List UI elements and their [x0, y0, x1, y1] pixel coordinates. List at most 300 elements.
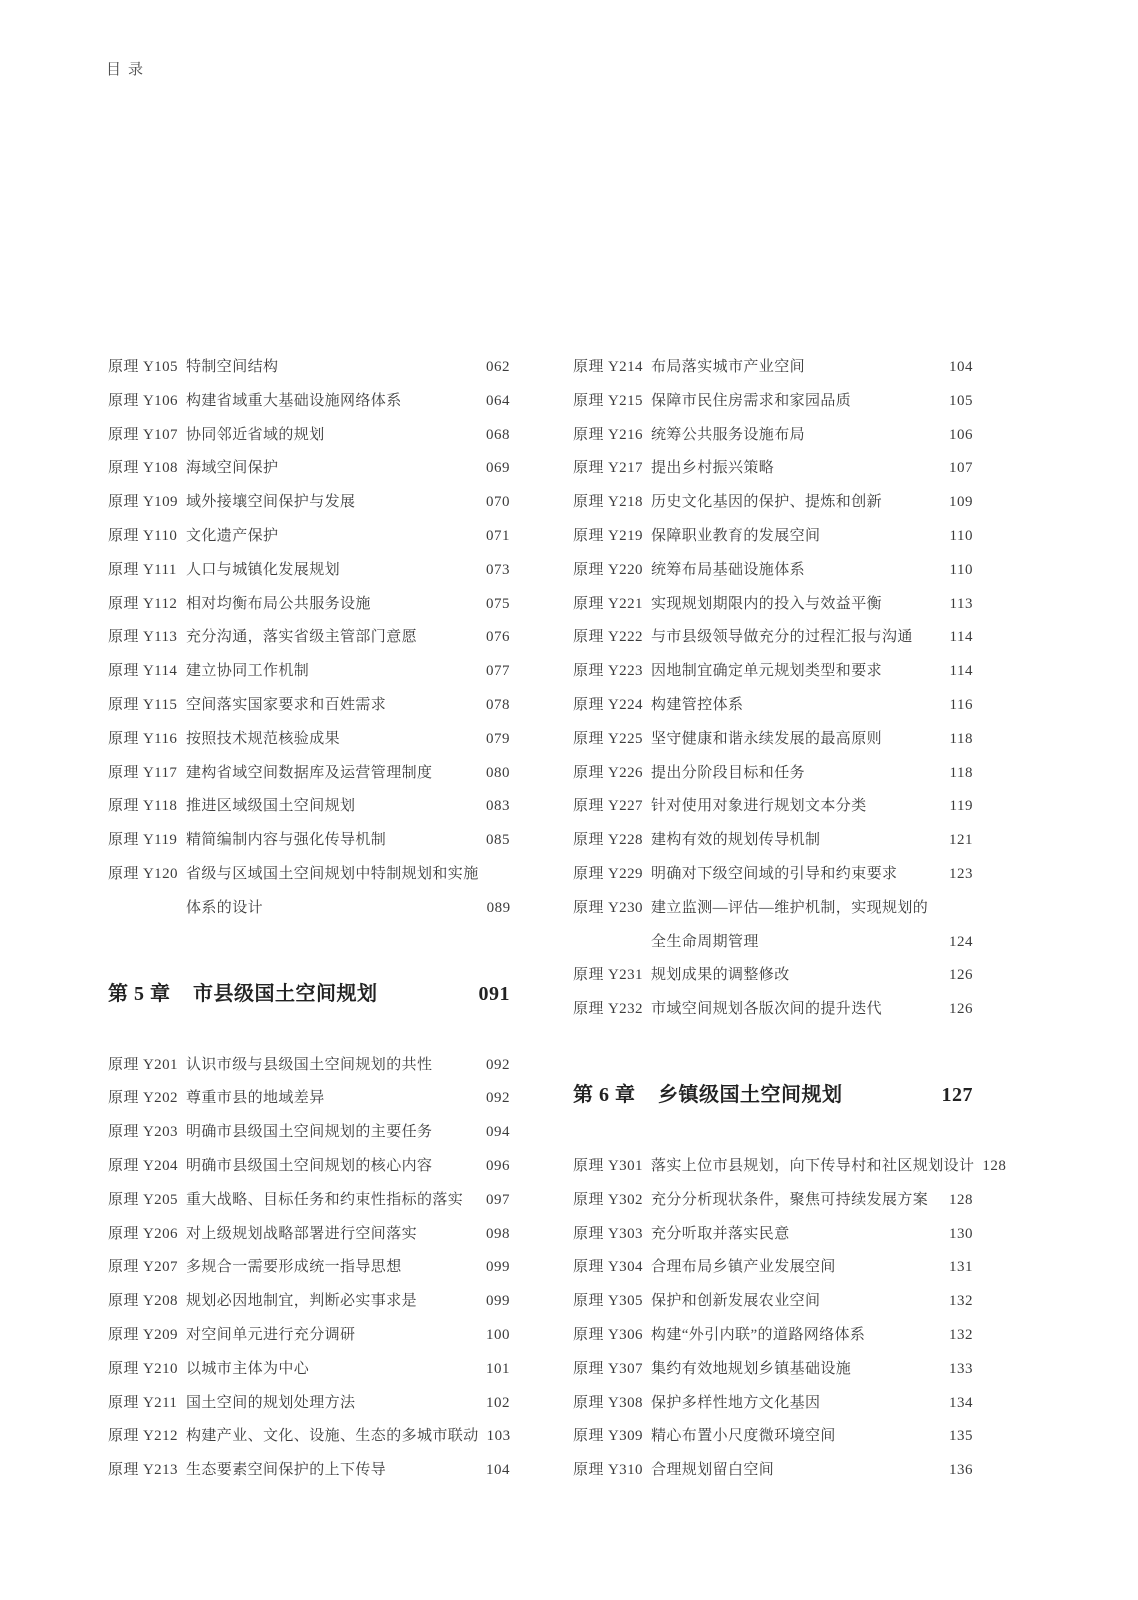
entry-page-number: 076	[486, 629, 510, 646]
entry-page-number: 118	[949, 764, 973, 781]
entry-line	[573, 554, 942, 588]
entry-label: 原理 Y203	[108, 1124, 178, 1141]
toc-entry-row	[108, 1082, 510, 1116]
entry-label: 原理 Y106	[108, 392, 178, 409]
entry-page-number: 103	[486, 1428, 511, 1445]
toc-entry-row	[573, 757, 973, 791]
entry-text	[108, 1116, 478, 1150]
entry-title: 重大战略、目标任务和约束性指标的落实	[186, 1191, 464, 1208]
chapter-page-number: 127	[941, 1083, 973, 1106]
entry-title: 特制空间结构	[186, 359, 279, 375]
entry-line	[573, 757, 942, 791]
entry-text	[573, 757, 942, 791]
entry-text	[108, 655, 478, 689]
entry-label: 原理 Y232	[573, 1001, 643, 1018]
entry-label: 原理 Y228	[573, 832, 643, 849]
entry-page-number: 106	[949, 426, 973, 443]
entry-line	[573, 655, 942, 689]
entry-page-number: 080	[486, 764, 510, 781]
entry-text	[108, 1184, 478, 1218]
entry-page-number: 083	[486, 798, 510, 815]
toc-entry-row	[108, 554, 510, 588]
entry-page-number: 078	[486, 696, 510, 713]
entry-title: 按照技术规范核验成果	[186, 730, 341, 747]
entry-label: 原理 Y307	[573, 1360, 643, 1377]
toc-column-right	[573, 351, 1007, 1488]
entry-label: 原理 Y222	[573, 629, 643, 646]
entry-line	[108, 1184, 478, 1218]
entry-text	[573, 621, 942, 655]
entry-page-number: 118	[949, 730, 973, 747]
entry-page-number: 071	[486, 527, 510, 544]
entry-line	[573, 1285, 941, 1319]
entry-label: 原理 Y309	[573, 1428, 643, 1445]
entry-page-number: 075	[486, 595, 510, 612]
toc-entry-row	[108, 824, 510, 858]
entry-label: 原理 Y308	[573, 1394, 643, 1411]
entry-label: 原理 Y302	[573, 1191, 643, 1208]
entry-text	[573, 1420, 941, 1454]
toc-entry-row	[573, 554, 973, 588]
entry-line	[108, 554, 478, 588]
entry-label: 原理 Y216	[573, 426, 643, 443]
entry-label: 原理 Y215	[573, 392, 643, 409]
entry-label: 原理 Y110	[108, 527, 178, 544]
entry-text	[573, 1454, 941, 1488]
entry-page-number: 105	[949, 392, 973, 409]
entry-text	[108, 858, 479, 926]
entry-page-number: 131	[949, 1259, 973, 1276]
entry-label: 原理 Y204	[108, 1157, 178, 1174]
entry-page-number: 130	[949, 1225, 973, 1242]
entry-page-number: 062	[486, 359, 510, 375]
entry-title: 落实上位市县规划，向下传导村和社区规划设计	[651, 1157, 975, 1174]
entry-page-number: 135	[949, 1428, 973, 1445]
entry-line	[573, 520, 942, 554]
entry-text	[108, 621, 478, 655]
entry-title: 充分沟通，落实省级主管部门意愿	[186, 629, 418, 646]
entry-title: 建立监测—评估—维护机制，实现规划的	[651, 899, 929, 916]
entry-title: 以城市主体为中心	[186, 1360, 310, 1377]
entry-title: 相对均衡布局公共服务设施	[186, 595, 371, 612]
entry-line	[108, 588, 478, 622]
entry-title: 域外接壤空间保护与发展	[186, 494, 356, 511]
entry-line	[108, 621, 478, 655]
entry-title: 国土空间的规划处理方法	[186, 1394, 356, 1411]
entry-page-number: 097	[486, 1191, 510, 1208]
entry-label: 原理 Y120	[108, 865, 178, 882]
entry-text	[108, 385, 478, 419]
toc-entry-row	[108, 790, 510, 824]
entry-page-number: 116	[949, 696, 973, 713]
toc-entry-row	[108, 486, 510, 520]
toc-entry-row	[108, 1251, 510, 1285]
entry-text	[573, 892, 941, 960]
entry-line	[108, 351, 478, 385]
entry-label: 原理 Y223	[573, 663, 643, 680]
entry-label: 原理 Y118	[108, 798, 178, 815]
entry-line	[573, 1251, 941, 1285]
chapter-label: 第 6 章	[573, 1083, 636, 1106]
toc-entry-row	[573, 1184, 973, 1218]
entry-label: 原理 Y226	[573, 764, 643, 781]
entry-line	[108, 1454, 478, 1488]
entry-label: 原理 Y210	[108, 1360, 178, 1377]
entry-page-number: 077	[486, 663, 510, 680]
entry-title: 针对使用对象进行规划文本分类	[651, 798, 867, 815]
entry-line	[108, 858, 479, 892]
entry-text	[573, 689, 942, 723]
entry-title: 推进区域级国土空间规划	[186, 798, 356, 815]
entry-page-number: 126	[949, 1001, 973, 1018]
entry-text	[108, 1420, 479, 1454]
entry-line	[573, 486, 941, 520]
toc-entry-row	[573, 689, 973, 723]
entry-title: 构建“外引内联”的道路网络体系	[651, 1326, 866, 1343]
entry-line	[108, 1353, 478, 1387]
entry-label: 原理 Y105	[108, 359, 178, 375]
entry-label: 原理 Y218	[573, 494, 643, 511]
toc-entry-row	[573, 1319, 973, 1353]
toc-entry-row	[573, 452, 973, 486]
entry-label: 原理 Y207	[108, 1259, 178, 1276]
chapter-heading	[108, 974, 510, 1014]
entry-line	[108, 419, 478, 453]
entry-page-number: 114	[949, 663, 973, 680]
entry-line	[573, 689, 942, 723]
entry-text	[573, 1251, 941, 1285]
entry-title: 保护多样性地方文化基因	[651, 1394, 821, 1411]
toc-entry-row	[573, 655, 973, 689]
entry-label: 原理 Y217	[573, 460, 643, 477]
entry-line	[108, 1387, 478, 1421]
toc-entry-row	[573, 486, 973, 520]
chapter-title: 市县级国土空间规划	[193, 982, 378, 1005]
toc-entry-row	[108, 385, 510, 419]
entry-page-number: 094	[486, 1124, 510, 1141]
entry-label: 原理 Y116	[108, 730, 178, 747]
entry-title: 构建省域重大基础设施网络体系	[186, 392, 402, 409]
entry-title: 省级与区域国土空间规划中特制规划和实施	[186, 865, 479, 882]
toc-column-left	[108, 351, 510, 1488]
entry-text	[573, 1218, 941, 1252]
toc-entry-row	[573, 959, 973, 993]
toc-entry-row	[108, 351, 510, 385]
entry-label: 原理 Y230	[573, 899, 643, 916]
entry-label: 原理 Y111	[108, 561, 177, 578]
entry-label: 原理 Y112	[108, 595, 178, 612]
toc-entry-row	[108, 1420, 510, 1454]
entry-title: 建构有效的规划传导机制	[651, 832, 821, 849]
entry-text	[573, 554, 942, 588]
entry-label: 原理 Y108	[108, 460, 178, 477]
entry-page-number: 085	[486, 832, 510, 849]
entry-text	[573, 1353, 941, 1387]
entry-label: 原理 Y219	[573, 527, 643, 544]
entry-label: 原理 Y303	[573, 1225, 643, 1242]
toc-entry-row	[108, 1218, 510, 1252]
entry-page-number: 064	[486, 392, 510, 409]
entry-title: 合理布局乡镇产业发展空间	[651, 1259, 836, 1276]
entry-page-number: 099	[486, 1259, 510, 1276]
entry-title: 保障职业教育的发展空间	[651, 527, 821, 544]
entry-text	[108, 351, 478, 385]
toc-entry-row	[108, 1353, 510, 1387]
entry-title: 历史文化基因的保护、提炼和创新	[651, 494, 883, 511]
entry-text	[108, 723, 478, 757]
entry-text	[108, 824, 478, 858]
entry-title: 明确市县级国土空间规划的主要任务	[186, 1124, 433, 1141]
toc-entry-row	[573, 892, 973, 960]
entry-page-number: 092	[486, 1056, 510, 1073]
entry-text	[108, 790, 478, 824]
entry-title: 与市县级领导做充分的过程汇报与沟通	[651, 629, 913, 646]
entry-title-line2: 全生命周期管理	[651, 933, 759, 950]
entry-text	[573, 790, 942, 824]
toc-entry-row	[108, 452, 510, 486]
entry-text	[573, 1319, 941, 1353]
entry-label: 原理 Y209	[108, 1326, 178, 1343]
entry-label: 原理 Y114	[108, 663, 178, 680]
entry-line	[573, 1150, 974, 1184]
entry-text	[573, 824, 941, 858]
page-title: 目录	[106, 62, 151, 78]
entry-page-number: 134	[949, 1394, 973, 1411]
entry-title: 充分听取并落实民意	[651, 1225, 790, 1242]
entry-line	[108, 452, 478, 486]
toc-entry-row	[573, 1420, 973, 1454]
entry-line	[108, 723, 478, 757]
entry-text	[108, 1251, 478, 1285]
entry-line	[108, 486, 478, 520]
toc-entry-row	[108, 1184, 510, 1218]
entry-line	[573, 1387, 941, 1421]
entry-label: 原理 Y304	[573, 1259, 643, 1276]
entry-page-number: 110	[949, 527, 973, 544]
toc-entry-row	[108, 723, 510, 757]
entry-label: 原理 Y107	[108, 426, 178, 443]
entry-title: 规划必因地制宜，判断必实事求是	[186, 1293, 418, 1310]
entry-line	[573, 1184, 941, 1218]
entry-page-number: 096	[486, 1157, 510, 1174]
entry-title: 规划成果的调整修改	[651, 967, 790, 984]
entry-text	[108, 520, 478, 554]
entry-line	[573, 790, 942, 824]
entry-title: 明确对下级空间域的引导和约束要求	[651, 865, 898, 882]
entry-line	[573, 351, 941, 385]
toc-entry-row	[573, 385, 973, 419]
entry-page-number: 132	[949, 1326, 973, 1343]
entry-page-number: 099	[486, 1293, 510, 1310]
entry-page-number: 119	[949, 798, 973, 815]
entry-title: 认识市级与县级国土空间规划的共性	[186, 1056, 433, 1073]
entry-title: 统筹布局基础设施体系	[651, 561, 806, 578]
entry-line	[108, 1049, 478, 1083]
toc-entry-row	[573, 419, 973, 453]
entry-text	[573, 723, 942, 757]
entry-label: 原理 Y205	[108, 1191, 178, 1208]
toc-entry-row	[573, 520, 973, 554]
entry-line	[573, 419, 941, 453]
entry-title: 统筹公共服务设施布局	[651, 426, 806, 443]
toc-entry-row	[108, 419, 510, 453]
entry-title-line2: 体系的设计	[186, 899, 264, 916]
entry-page-number: 100	[486, 1326, 510, 1343]
toc-entry-row	[108, 1319, 510, 1353]
entry-page-number: 113	[949, 595, 973, 612]
entry-title: 海域空间保护	[186, 460, 279, 477]
entry-line	[108, 689, 478, 723]
entry-label: 原理 Y117	[108, 764, 178, 781]
entry-text	[108, 689, 478, 723]
entry-text	[108, 1454, 478, 1488]
entry-line	[108, 1150, 478, 1184]
entry-title: 精简编制内容与强化传导机制	[186, 832, 387, 849]
chapter-heading	[573, 1075, 973, 1115]
entry-title: 布局落实城市产业空间	[651, 359, 806, 375]
toc-entry-row	[108, 621, 510, 655]
entry-text	[108, 419, 478, 453]
entry-label: 原理 Y305	[573, 1293, 643, 1310]
entry-text	[573, 1184, 941, 1218]
entry-page-number: 104	[486, 1462, 510, 1479]
toc-entry-row	[108, 858, 510, 926]
toc-entry-row	[573, 723, 973, 757]
toc-entry-row	[108, 1285, 510, 1319]
entry-page-number: 110	[949, 561, 973, 578]
entry-page-number: 121	[949, 832, 973, 849]
entry-line	[108, 520, 478, 554]
entry-title: 坚守健康和谐永续发展的最高原则	[651, 730, 883, 747]
entry-title: 空间落实国家要求和百姓需求	[186, 696, 387, 713]
entry-line	[573, 824, 941, 858]
entry-text	[108, 757, 478, 791]
entry-title: 对上级规划战略部署进行空间落实	[186, 1225, 418, 1242]
entry-page-number: 126	[949, 967, 973, 984]
entry-label: 原理 Y301	[573, 1157, 643, 1174]
entry-label: 原理 Y231	[573, 967, 643, 984]
entry-label: 原理 Y206	[108, 1225, 178, 1242]
toc-entry-row	[573, 1218, 973, 1252]
entry-text	[573, 419, 941, 453]
entry-page-number: 073	[486, 561, 510, 578]
entry-label: 原理 Y214	[573, 359, 643, 375]
toc-entry-row	[108, 1387, 510, 1421]
entry-label: 原理 Y220	[573, 561, 643, 578]
entry-text	[108, 1353, 478, 1387]
entry-label: 原理 Y213	[108, 1462, 178, 1479]
entry-title: 文化遗产保护	[186, 527, 279, 544]
entry-text	[108, 1082, 478, 1116]
entry-title: 保障市民住房需求和家园品质	[651, 392, 852, 409]
entry-page-number: 104	[949, 359, 973, 375]
toc-entry-row	[108, 1116, 510, 1150]
toc-entry-row	[573, 790, 973, 824]
entry-title: 合理规划留白空间	[651, 1462, 775, 1479]
entry-title: 市域空间规划各版次间的提升迭代	[651, 1001, 883, 1018]
toc-entry-row	[108, 588, 510, 622]
entry-page-number: 069	[486, 460, 510, 477]
entry-text	[108, 588, 478, 622]
entry-title: 因地制宜确定单元规划类型和要求	[651, 663, 883, 680]
entry-text	[108, 554, 478, 588]
entry-line	[573, 1420, 941, 1454]
entry-label: 原理 Y310	[573, 1462, 643, 1479]
entry-page-number: 079	[486, 730, 510, 747]
entry-title: 建立协同工作机制	[186, 663, 310, 680]
entry-text	[108, 1285, 478, 1319]
entry-text	[573, 385, 941, 419]
entry-line	[108, 1319, 478, 1353]
entry-line	[573, 858, 941, 892]
toc-entry-row	[108, 689, 510, 723]
entry-label: 原理 Y221	[573, 595, 643, 612]
entry-title: 明确市县级国土空间规划的核心内容	[186, 1157, 433, 1174]
entry-page-number: 101	[486, 1360, 510, 1377]
entry-title: 人口与城镇化发展规划	[186, 561, 341, 578]
entry-title: 对空间单元进行充分调研	[186, 1326, 356, 1343]
entry-page-number: 123	[949, 865, 973, 882]
entry-text	[573, 351, 941, 385]
entry-title: 多规合一需要形成统一指导思想	[186, 1259, 402, 1276]
toc-entry-row	[573, 588, 973, 622]
entry-title: 精心布置小尺度微环境空间	[651, 1428, 836, 1445]
chapter-title: 乡镇级国土空间规划	[658, 1083, 843, 1106]
entry-label: 原理 Y225	[573, 730, 643, 747]
entry-text	[108, 1049, 478, 1083]
entry-text	[108, 486, 478, 520]
entry-text	[573, 993, 941, 1027]
entry-label: 原理 Y201	[108, 1056, 178, 1073]
chapter-page-number: 091	[478, 982, 510, 1005]
entry-page-number: 128	[982, 1157, 1007, 1174]
entry-page-number: 109	[949, 494, 973, 511]
entry-line	[108, 790, 478, 824]
entry-text	[108, 452, 478, 486]
toc-entry-row	[573, 1387, 973, 1421]
entry-page-number: 098	[486, 1225, 510, 1242]
entry-label: 原理 Y109	[108, 494, 178, 511]
entry-page-number: 089	[486, 899, 511, 916]
entry-title: 尊重市县的地域差异	[186, 1090, 325, 1107]
toc-entry-row	[573, 1285, 973, 1319]
entry-title: 充分分析现状条件，聚焦可持续发展方案	[651, 1191, 929, 1208]
entry-label: 原理 Y227	[573, 798, 643, 815]
entry-line	[108, 1285, 478, 1319]
entry-text	[573, 520, 942, 554]
entry-title: 提出乡村振兴策略	[651, 460, 775, 477]
entry-line	[573, 1353, 941, 1387]
toc-entry-row	[573, 1251, 973, 1285]
entry-title: 提出分阶段目标和任务	[651, 764, 806, 781]
toc-entry-row	[108, 1150, 510, 1184]
entry-text	[573, 1285, 941, 1319]
entry-text	[573, 858, 941, 892]
toc-entry-row	[108, 655, 510, 689]
entry-label: 原理 Y208	[108, 1293, 178, 1310]
entry-text	[573, 486, 941, 520]
entry-label: 原理 Y113	[108, 629, 178, 646]
entry-title: 生态要素空间保护的上下传导	[186, 1462, 387, 1479]
entry-line	[108, 1082, 478, 1116]
entry-line	[108, 655, 478, 689]
entry-text	[108, 1150, 478, 1184]
entry-line	[108, 385, 478, 419]
entry-line	[108, 757, 478, 791]
entry-label: 原理 Y119	[108, 832, 178, 849]
entry-page-number: 114	[949, 629, 973, 646]
toc-entry-row	[573, 1454, 973, 1488]
